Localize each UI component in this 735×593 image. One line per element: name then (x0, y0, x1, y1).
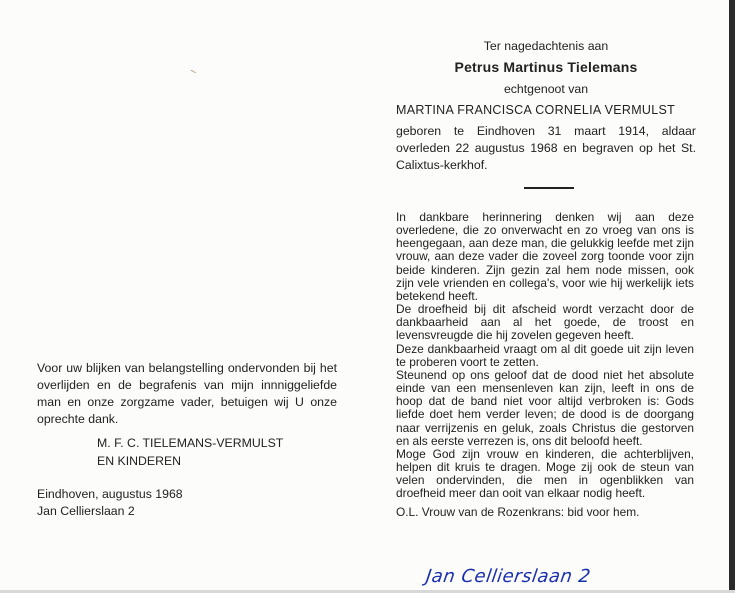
header-block (396, 38, 696, 174)
memorial-text (396, 211, 694, 520)
place-date: Eindhoven, augustus 1968 (37, 487, 183, 501)
address: Jan Cellierslaan 2 (37, 504, 135, 518)
handwritten-address: Jan Cellierslaan 2 (424, 566, 593, 587)
memorial-paragraph: In dankbare herinnering denken wij aan deze overledene, die zo onverwacht en zo vroeg van ons is heengegaan, aan deze man, die gelukkig leefde met zijn vrouw, aan deze vader die zoveel zorg toonde voor zijn beide kinderen. Zijn gezin zal hem node missen, ook zijn vele vrienden en collega's, voor wie hij werkelijk iets betekend heeft. (396, 210, 694, 303)
memorial-paragraph: Deze dankbaarheid vraagt om al dit goede uit zijn leven te proberen voort te zetten. (396, 341, 694, 369)
card-edge-shadow (729, 0, 735, 593)
paper-speck: ~ (188, 65, 199, 79)
signature-line-1: M. F. C. TIELEMANS-VERMULST (97, 436, 284, 450)
relation-text: echtgenoot van (503, 82, 589, 96)
memorial-paragraph: Steunend op ons geloof dat de dood niet het absolute einde van een mensenleven kan zijn, leeft in ons de hoop dat de band niet voor altijd verbroken is: Gods liefde doet hem verder leven; de dood is de doorgang naar verrijzenis en geluk, zoals Christus die gestorven en als eerste verrezen is, ons dit beloofd heeft. (396, 367, 694, 448)
thanks-text: Voor uw blijken van belangstelling ondervonden bij het overlijden en de begrafenis van mijn innniggeliefde man en onze zorgzame vader, betuigen wij U onze oprechte dank. (37, 361, 337, 426)
place-date-block (37, 486, 183, 520)
divider-line (524, 187, 574, 189)
intro-text: Ter nagedachtenis aan (483, 39, 609, 53)
prayer-line: O.L. Vrouw van de Rozenkrans: bid voor hem. (396, 505, 640, 520)
memorial-paragraph: De droefheid bij dit afscheid wordt verzacht door de dankbaarheid aan al het goede, de troost en levensvreugde die hij zovelen gegeven heeft. (396, 302, 694, 343)
spouse-name: MARTINA FRANCISCA CORNELIA VERMULST (396, 103, 676, 117)
memorial-paragraph: Moge God zijn vrouw en kinderen, die achterblijven, helpen dit kruis te dragen. Moge zij ook de steun van velen ondervinden, die men in ogenblikken van droefheid meer dan ooit van elkaar nodig heeft. (396, 446, 694, 501)
deceased-name: Petrus Martinus Tielemans (454, 59, 638, 75)
signature-line-2: EN KINDEREN (97, 454, 182, 468)
signature-block (97, 434, 283, 470)
life-details: geboren te Eindhoven 31 maart 1914, aldaar overleden 22 augustus 1968 en begraven op het St. Calixtus-kerkhof. (396, 124, 696, 172)
